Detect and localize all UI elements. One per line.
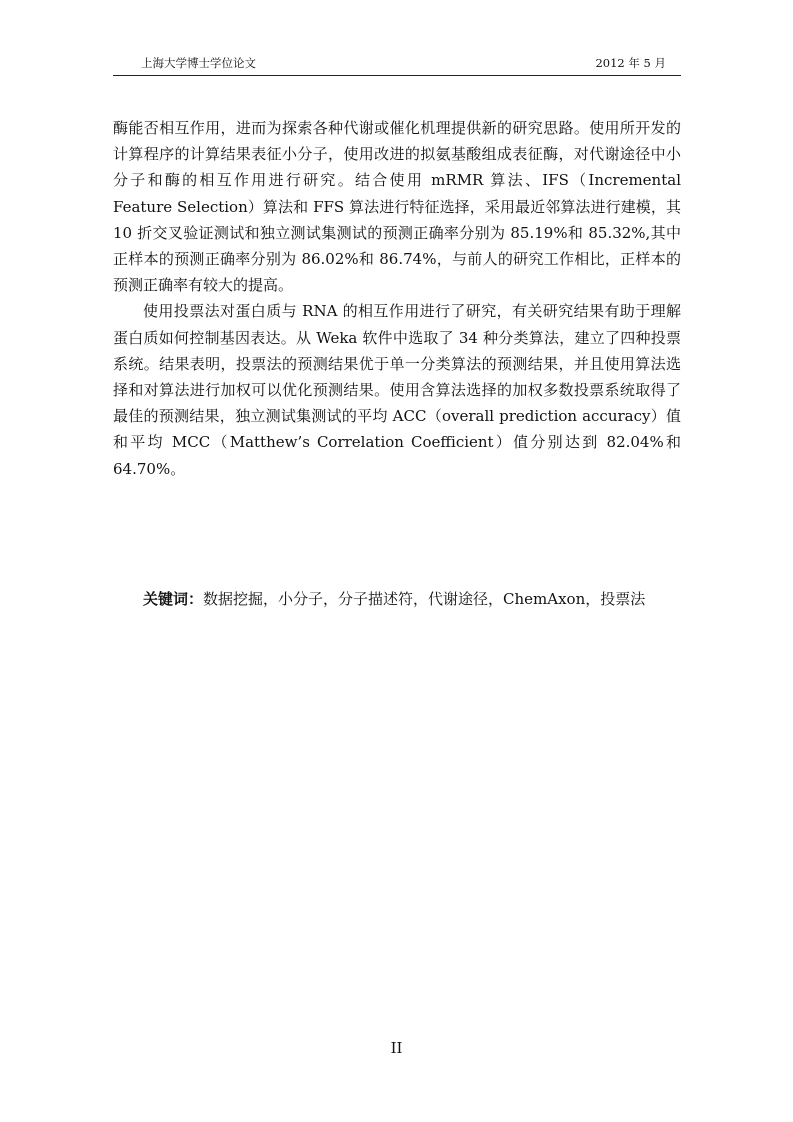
abstract-paragraph-2: 使用投票法对蛋白质与 RNA 的相互作用进行了研究，有关研究结果有助于理解蛋白质如何控制基因表达。从 Weka 软件中选取了 34 种分类算法，建立了四种投票系统。结果表明，投票法的预测结果优于单一分类算法的预测结果，并且使用算法选择和对算法进行加权可以优化预测结果。使用含算法选择的加权多数投票系统取得了最佳的预测结果，独立测试集测试的平均 ACC（overall prediction accuracy）值和平均 MCC（Matthew’s Correlation Coefficient）值分别达到 82.04%和 64.70%。 <box>113 302 681 478</box>
header-thesis-title: 上海大学博士学位论文 <box>141 56 256 70</box>
keywords-text: 数据挖掘，小分子，分子描述符，代谢途径，ChemAxon，投票法 <box>203 590 646 608</box>
abstract-paragraph-1: 酶能否相互作用，进而为探索各种代谢或催化机理提供新的研究思路。使用所开发的计算程序的计算结果表征小分子，使用改进的拟氨基酸组成表征酶，对代谢途径中小分子和酶的相互作用进行研究。结合使用 mRMR 算法、IFS（Incremental Feature Selection）算法和 FFS 算法进行特征选择，采用最近邻算法进行建模，其 10 折交叉验证测试和独立测试集测试的预测正确率分别为 85.19%和 85.32%,其中正样本的预测正确率分别为 86.02%和 86.74%，与前人的研究工作相比，正样本的预测正确率有较大的提高。 <box>113 119 681 295</box>
keywords-line <box>143 586 683 612</box>
abstract-body <box>113 115 681 482</box>
page-number: II <box>390 1039 403 1057</box>
header-date: 2012 年 5 月 <box>595 56 666 70</box>
keywords-label: 关键词： <box>143 590 204 608</box>
page-header <box>113 55 681 76</box>
